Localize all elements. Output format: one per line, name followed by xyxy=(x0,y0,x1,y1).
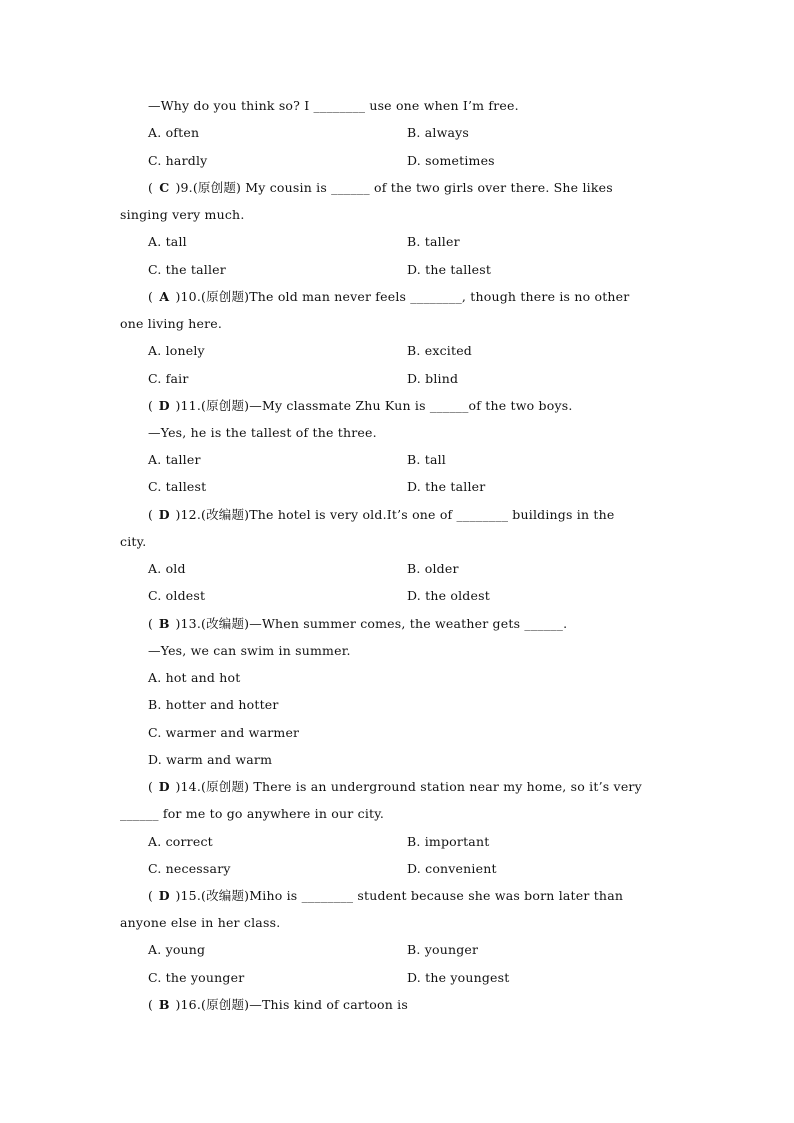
q9-option-a: A. tall xyxy=(148,234,187,249)
q14-stem-text: )14.(原创题) There is an underground station near my home, so it’s very xyxy=(175,779,642,794)
q10-option-d: D. blind xyxy=(407,371,459,386)
q14-option-a: A. correct xyxy=(148,834,213,849)
q12-answer: D xyxy=(158,507,170,522)
q11-option-a: A. taller xyxy=(148,452,201,467)
q12-stem-cont: city. xyxy=(120,534,147,549)
q12-option-c: C. oldest xyxy=(148,588,206,603)
q11-stem-cont: —Yes, he is the tallest of the three. xyxy=(148,425,377,440)
paren-open: ( xyxy=(148,779,154,794)
paren-open: ( xyxy=(148,888,154,903)
q14-stem xyxy=(148,779,675,795)
q11-stem-text: )11.(原创题)—My classmate Zhu Kun is ______of the two boys. xyxy=(175,398,573,413)
q9-stem xyxy=(148,180,675,196)
q11-stem xyxy=(148,398,675,414)
q9-option-d: D. the tallest xyxy=(407,262,492,277)
q13-stem-text: )13.(改编题)—When summer comes, the weather gets ______. xyxy=(175,616,568,631)
q8-option-c: C. hardly xyxy=(148,153,208,168)
q13-answer: B xyxy=(158,616,170,631)
q8-option-b: B. always xyxy=(407,125,470,140)
q12-option-a: A. old xyxy=(148,561,186,576)
paren-open: ( xyxy=(148,997,154,1012)
q9-answer: C xyxy=(159,180,170,195)
q14-stem-cont: ______ for me to go anywhere in our city. xyxy=(120,806,385,821)
q9-stem-cont: singing very much. xyxy=(120,207,245,222)
q11-option-c: C. tallest xyxy=(148,479,207,494)
q13-option-a: A. hot and hot xyxy=(148,670,241,685)
q12-option-b: B. older xyxy=(407,561,459,576)
q15-stem-text: )15.(改编题)Miho is ________ student because she was born later than xyxy=(175,888,624,903)
paren-open: ( xyxy=(148,180,154,195)
q11-option-d: D. the taller xyxy=(407,479,486,494)
q9-option-c: C. the taller xyxy=(148,262,226,277)
q9-stem-text: )9.(原创题) My cousin is ______ of the two girls over there. She likes xyxy=(175,180,613,195)
q16-stem-text: )16.(原创题)—This kind of cartoon is xyxy=(175,997,408,1012)
q8-continuation: —Why do you think so? I ________ use one when I’m free. xyxy=(148,98,519,113)
q10-stem-cont: one living here. xyxy=(120,316,223,331)
q16-answer: B xyxy=(158,997,170,1012)
q10-option-b: B. excited xyxy=(407,343,473,358)
q11-answer: D xyxy=(158,398,170,413)
paren-open: ( xyxy=(148,616,154,631)
q14-option-c: C. necessary xyxy=(148,861,231,876)
q12-option-d: D. the oldest xyxy=(407,588,490,603)
q9-option-b: B. taller xyxy=(407,234,460,249)
q10-option-a: A. lonely xyxy=(148,343,205,358)
q14-option-b: B. important xyxy=(407,834,490,849)
q15-stem xyxy=(148,888,675,904)
q14-answer: D xyxy=(158,779,170,794)
q10-option-c: C. fair xyxy=(148,371,189,386)
q12-stem xyxy=(148,507,675,523)
q15-option-a: A. young xyxy=(148,942,206,957)
q10-answer: A xyxy=(159,289,170,304)
q13-option-b: B. hotter and hotter xyxy=(148,697,279,712)
q12-stem-text: )12.(改编题)The hotel is very old.It’s one of ________ buildings in the xyxy=(175,507,615,522)
q13-stem-cont: —Yes, we can swim in summer. xyxy=(148,643,351,658)
q16-stem xyxy=(148,997,675,1013)
q15-option-b: B. younger xyxy=(407,942,479,957)
paren-open: ( xyxy=(148,289,154,304)
q8-option-a: A. often xyxy=(148,125,200,140)
q14-option-d: D. convenient xyxy=(407,861,497,876)
q11-option-b: B. tall xyxy=(407,452,447,467)
q15-answer: D xyxy=(158,888,170,903)
q8-option-d: D. sometimes xyxy=(407,153,495,168)
paren-open: ( xyxy=(148,507,154,522)
q15-stem-cont: anyone else in her class. xyxy=(120,915,281,930)
q10-stem-text: )10.(原创题)The old man never feels ________, though there is no other xyxy=(175,289,630,304)
q13-option-d: D. warm and warm xyxy=(148,752,273,767)
q15-option-d: D. the youngest xyxy=(407,970,510,985)
q10-stem xyxy=(148,289,675,305)
q13-stem xyxy=(148,616,675,632)
q15-option-c: C. the younger xyxy=(148,970,245,985)
paren-open: ( xyxy=(148,398,154,413)
q13-option-c: C. warmer and warmer xyxy=(148,725,300,740)
